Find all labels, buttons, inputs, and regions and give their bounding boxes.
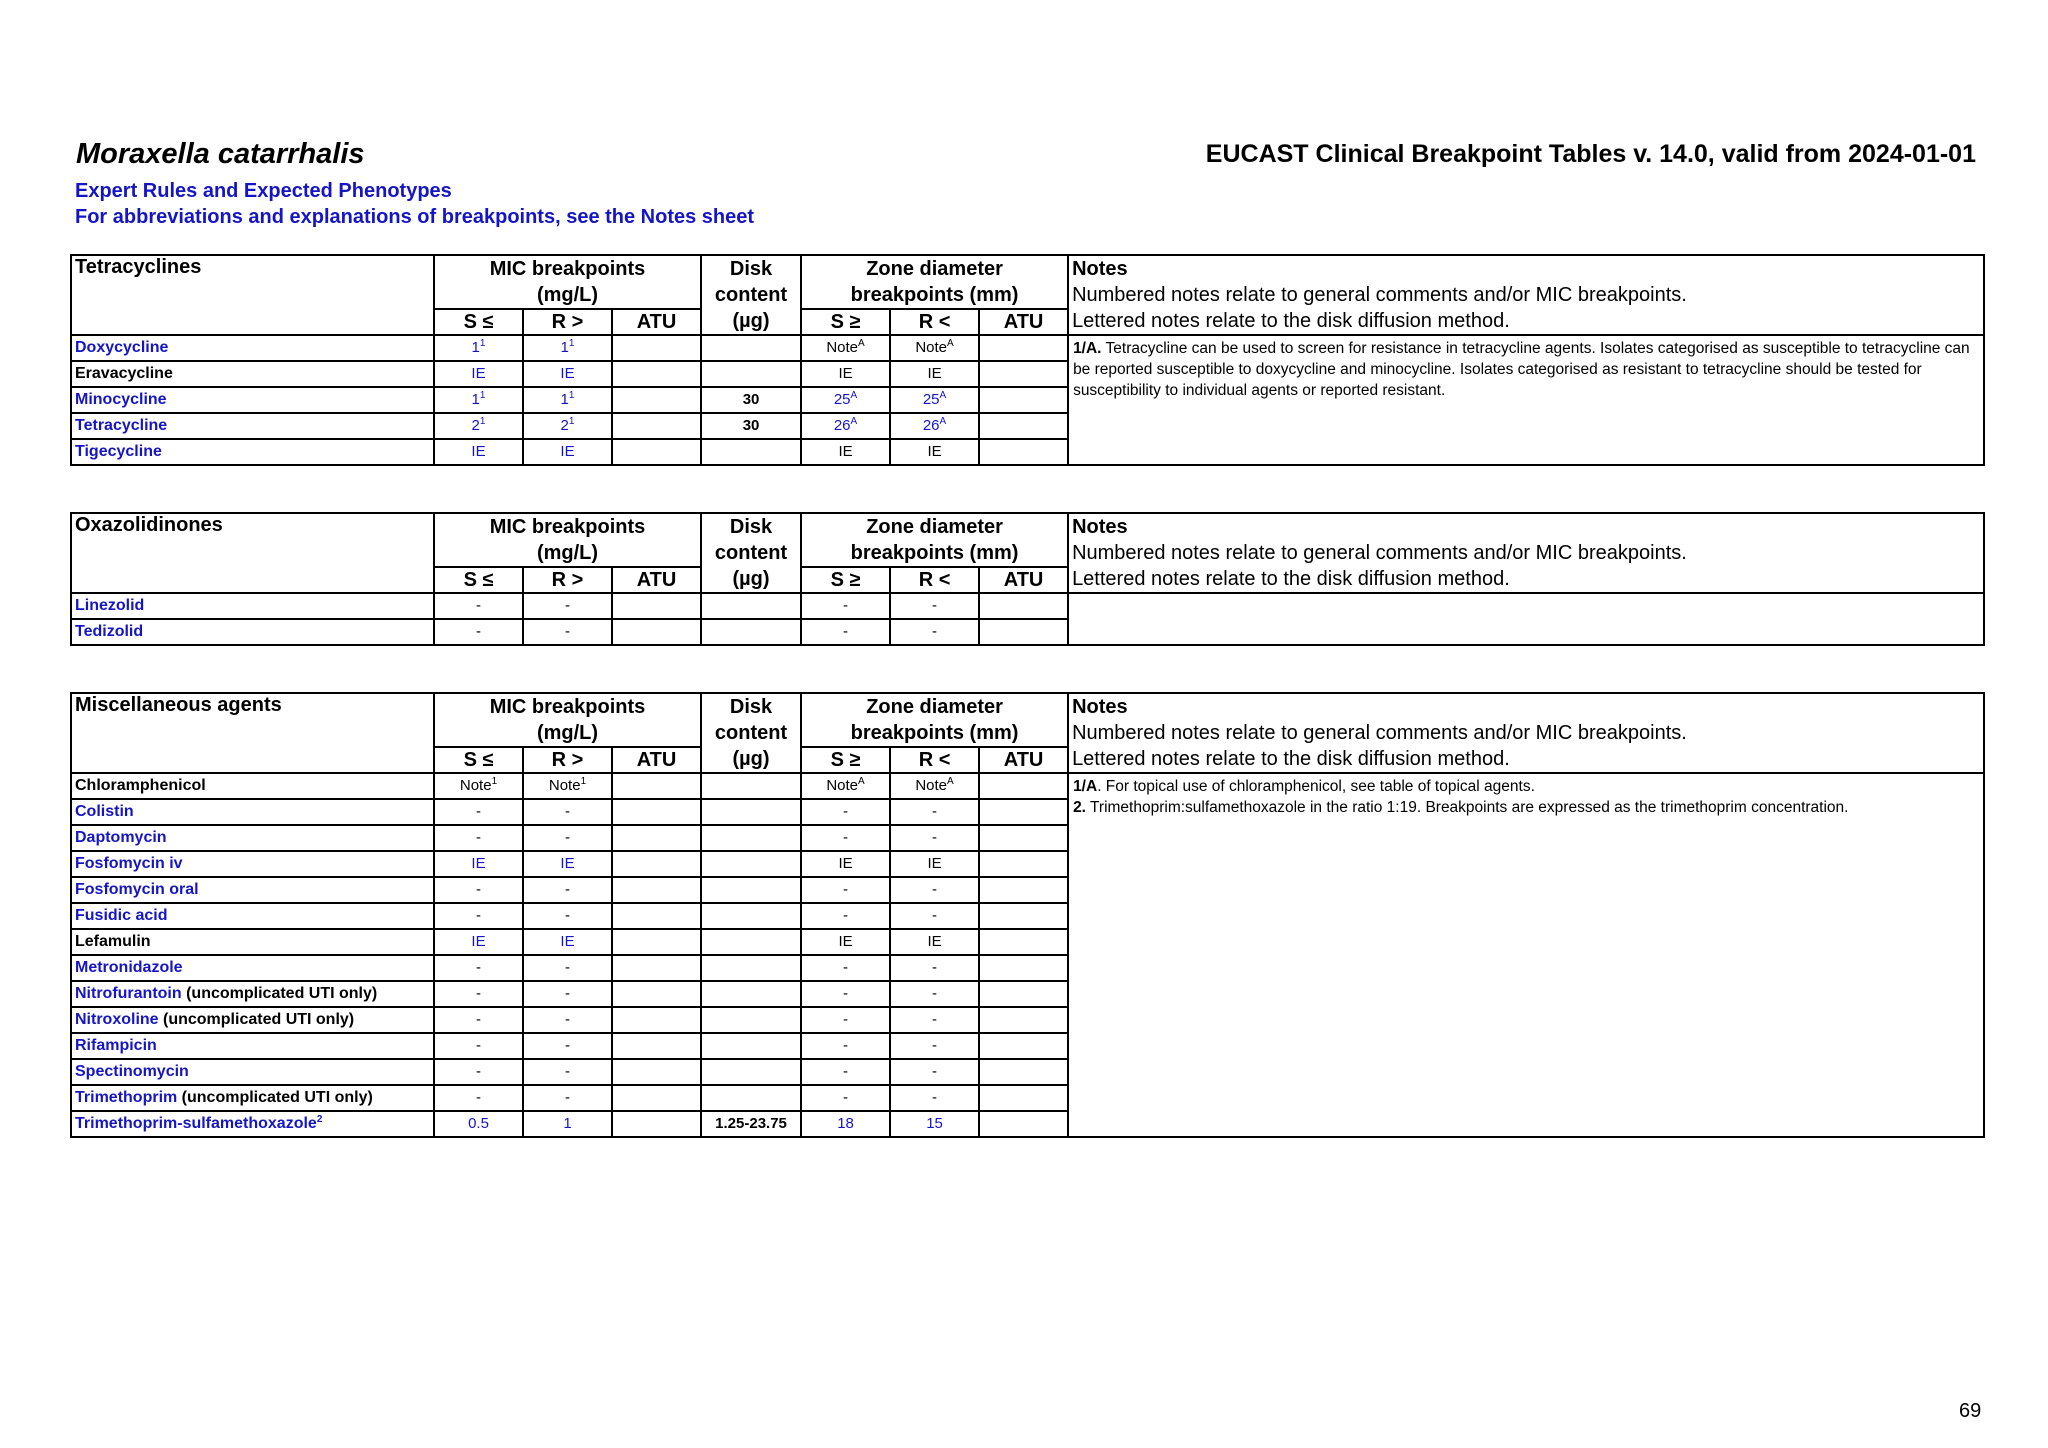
mic-r-value: - (523, 903, 612, 929)
disk-content-value (701, 335, 801, 361)
category-header: Miscellaneous agents (71, 693, 434, 773)
mic-r-value: - (523, 981, 612, 1007)
zone-s-value: - (801, 981, 890, 1007)
disk-content-value (701, 773, 801, 799)
mic-atu-value (612, 439, 701, 465)
zone-diameter-header: Zone diameter breakpoints (mm) (801, 693, 1068, 747)
zone-atu-value (979, 1085, 1068, 1111)
zone-atu-value (979, 335, 1068, 361)
zone-r-header: R < (890, 747, 979, 773)
note-item: 1/A. For topical use of chloramphenicol, see table of topical agents. (1073, 778, 1535, 795)
mic-s-value: - (434, 825, 523, 851)
mic-atu-value (612, 413, 701, 439)
zone-s-value: - (801, 1033, 890, 1059)
notes-header: Notes Numbered notes relate to general comments and/or MIC breakpoints. Lettered notes relate to the disk diffusion method. (1068, 513, 1984, 593)
disk-content-value: 30 (701, 413, 801, 439)
mic-s-header: S ≤ (434, 747, 523, 773)
agent-cell (71, 439, 434, 465)
notes-cell (1068, 773, 1984, 1137)
agent-name: Fusidic acid (75, 907, 168, 924)
agent-cell (71, 1111, 434, 1137)
mic-s-value: - (434, 903, 523, 929)
mic-s-value: - (434, 619, 523, 645)
disk-content-value (701, 929, 801, 955)
mic-r-value: - (523, 799, 612, 825)
superscript-ref: 1 (568, 338, 575, 349)
disk-content-value: 30 (701, 387, 801, 413)
agent-cell (71, 619, 434, 645)
zone-s-value: - (801, 903, 890, 929)
mic-r-value: - (523, 1085, 612, 1111)
mic-atu-value (612, 1007, 701, 1033)
superscript-ref: 1 (580, 776, 587, 787)
breakpoint-table-tetracyclines (70, 254, 1985, 466)
zone-r-header: R < (890, 309, 979, 335)
zone-s-value: - (801, 825, 890, 851)
superscript-ref: A (858, 776, 865, 787)
mic-atu-value (612, 981, 701, 1007)
zone-s-header: S ≥ (801, 747, 890, 773)
mic-s-value: - (434, 593, 523, 619)
notes-header: Notes Numbered notes relate to general comments and/or MIC breakpoints. Lettered notes relate to the disk diffusion method. (1068, 693, 1984, 773)
agent-cell (71, 335, 434, 361)
zone-s-value: - (801, 799, 890, 825)
mic-r-value: $1^1$ (523, 387, 612, 413)
mic-s-value: - (434, 799, 523, 825)
subtitle-expert-rules: Expert Rules and Expected Phenotypes (75, 180, 452, 202)
disk-content-value (701, 1033, 801, 1059)
mic-atu-header: ATU (612, 747, 701, 773)
mic-s-value: $2^1$ (434, 413, 523, 439)
zone-atu-value (979, 773, 1068, 799)
agent-name: Nitroxoline (75, 1011, 159, 1028)
agent-cell (71, 851, 434, 877)
mic-s-value: IE (434, 439, 523, 465)
mic-atu-value (612, 619, 701, 645)
mic-s-value: $1^1$ (434, 335, 523, 361)
table-row (71, 773, 1984, 799)
disk-content-value (701, 1085, 801, 1111)
agent-cell (71, 799, 434, 825)
notes-title: Notes (1072, 696, 1128, 718)
zone-r-value: - (890, 593, 979, 619)
zone-s-value: IE (801, 439, 890, 465)
zone-r-header: R < (890, 567, 979, 593)
zone-r-value: IE (890, 851, 979, 877)
mic-atu-value (612, 929, 701, 955)
mic-r-value: IE (523, 361, 612, 387)
zone-atu-value (979, 825, 1068, 851)
zone-atu-value (979, 1111, 1068, 1137)
superscript-ref: A (858, 338, 865, 349)
agent-name: Spectinomycin (75, 1063, 189, 1080)
mic-breakpoints-header: MIC breakpoints (mg/L) (434, 255, 701, 309)
zone-r-value: 15 (890, 1111, 979, 1137)
mic-r-value: - (523, 1033, 612, 1059)
mic-r-value: - (523, 877, 612, 903)
superscript-ref: 1 (479, 416, 486, 427)
mic-atu-value (612, 593, 701, 619)
zone-r-value: - (890, 903, 979, 929)
disk-content-value (701, 1059, 801, 1085)
notes-cell (1068, 593, 1984, 645)
zone-atu-value (979, 877, 1068, 903)
zone-atu-header: ATU (979, 309, 1068, 335)
zone-r-value: IE (890, 361, 979, 387)
mic-s-header: S ≤ (434, 309, 523, 335)
mic-s-value: IE (434, 851, 523, 877)
zone-atu-value (979, 955, 1068, 981)
zone-r-value: - (890, 619, 979, 645)
disk-content-value (701, 877, 801, 903)
subtitle-abbreviations: For abbreviations and explanations of breakpoints, see the Notes sheet (75, 206, 755, 228)
agent-cell (71, 955, 434, 981)
agent-name: Tetracycline (75, 417, 168, 434)
zone-atu-value (979, 619, 1068, 645)
zone-s-value: IE (801, 361, 890, 387)
superscript-ref: A (947, 338, 954, 349)
disk-content-value (701, 903, 801, 929)
agent-name: Trimethoprim (75, 1089, 178, 1106)
disk-content-value (701, 593, 801, 619)
mic-s-value: - (434, 877, 523, 903)
agent-cell (71, 981, 434, 1007)
agent-qualifier: (uncomplicated UTI only) (181, 985, 378, 1002)
superscript-ref: 1 (491, 776, 498, 787)
zone-s-value: Note$^A$ (801, 335, 890, 361)
mic-r-value: IE (523, 439, 612, 465)
zone-atu-value (979, 1059, 1068, 1085)
mic-s-value: - (434, 1033, 523, 1059)
disk-content-value (701, 799, 801, 825)
mic-atu-value (612, 955, 701, 981)
zone-s-value: IE (801, 851, 890, 877)
agent-name: Trimethoprim-sulfamethoxazole (75, 1115, 317, 1132)
zone-atu-value (979, 981, 1068, 1007)
zone-atu-header: ATU (979, 747, 1068, 773)
zone-atu-value (979, 439, 1068, 465)
mic-atu-value (612, 825, 701, 851)
disk-content-header: Disk content (µg) (701, 255, 801, 335)
mic-atu-value (612, 773, 701, 799)
mic-atu-header: ATU (612, 567, 701, 593)
breakpoint-table-oxazolidinones (70, 512, 1985, 646)
superscript-ref: 1 (479, 338, 486, 349)
zone-s-value: $25^A$ (801, 387, 890, 413)
zone-diameter-header: Zone diameter breakpoints (mm) (801, 255, 1068, 309)
zone-s-value: - (801, 955, 890, 981)
mic-atu-value (612, 1033, 701, 1059)
mic-r-value: 1 (523, 1111, 612, 1137)
zone-r-value: - (890, 825, 979, 851)
zone-r-value: - (890, 1059, 979, 1085)
mic-r-value: - (523, 955, 612, 981)
note-item: 2. Trimethoprim:sulfamethoxazole in the ratio 1:19. Breakpoints are expressed as the trimethoprim concentration. (1073, 799, 1849, 816)
mic-atu-value (612, 335, 701, 361)
zone-s-value: Note$^A$ (801, 773, 890, 799)
zone-r-value: IE (890, 439, 979, 465)
agent-name: Metronidazole (75, 959, 183, 976)
zone-r-value: - (890, 1033, 979, 1059)
note-item: 1/A. Tetracycline can be used to screen for resistance in tetracycline agents. Isolates categorised as susceptible to tetracycline can be reported susceptible to doxycycline and minocycline. Isolates categorised as resistant to tetracycline should be tested for susceptibility to individual agents or reported resistant. (1073, 340, 1970, 399)
disk-content-value (701, 981, 801, 1007)
zone-r-value: - (890, 1085, 979, 1111)
agent-name: Chloramphenicol (75, 777, 206, 794)
mic-s-value: $1^1$ (434, 387, 523, 413)
mic-r-value: $2^1$ (523, 413, 612, 439)
zone-diameter-header: Zone diameter breakpoints (mm) (801, 513, 1068, 567)
notes-title: Notes (1072, 258, 1128, 280)
zone-r-value: IE (890, 929, 979, 955)
zone-s-value: - (801, 1059, 890, 1085)
agent-cell (71, 903, 434, 929)
agent-name: Tedizolid (75, 623, 144, 640)
note-label: 1/A. (1073, 340, 1102, 357)
category-header: Oxazolidinones (71, 513, 434, 593)
mic-atu-value (612, 1085, 701, 1111)
agent-name: Fosfomycin oral (75, 881, 199, 898)
agent-cell (71, 1085, 434, 1111)
page-number: 69 (1959, 1400, 1982, 1422)
superscript-ref: 2 (316, 1114, 323, 1125)
disk-content-value (701, 361, 801, 387)
zone-r-value: - (890, 1007, 979, 1033)
zone-atu-header: ATU (979, 567, 1068, 593)
zone-r-value: $26^A$ (890, 413, 979, 439)
table-row (71, 593, 1984, 619)
superscript-ref: 1 (568, 416, 575, 427)
zone-s-value: 18 (801, 1111, 890, 1137)
superscript-ref: A (850, 390, 858, 401)
agent-cell (71, 387, 434, 413)
superscript-ref: A (850, 416, 858, 427)
agent-cell (71, 877, 434, 903)
zone-atu-value (979, 903, 1068, 929)
zone-atu-value (979, 851, 1068, 877)
agent-name: Rifampicin (75, 1037, 157, 1054)
superscript-ref: A (939, 390, 947, 401)
mic-atu-value (612, 799, 701, 825)
notes-title: Notes (1072, 516, 1128, 538)
agent-cell (71, 929, 434, 955)
mic-breakpoints-header: MIC breakpoints (mg/L) (434, 513, 701, 567)
zone-atu-value (979, 387, 1068, 413)
notes-cell (1068, 335, 1984, 465)
zone-atu-value (979, 1007, 1068, 1033)
superscript-ref: A (939, 416, 947, 427)
zone-r-value: - (890, 799, 979, 825)
disk-content-header: Disk content (µg) (701, 693, 801, 773)
zone-s-value: - (801, 593, 890, 619)
zone-r-value: $25^A$ (890, 387, 979, 413)
disk-content-value (701, 955, 801, 981)
species-title: Moraxella catarrhalis (76, 138, 365, 170)
disk-content-value (701, 619, 801, 645)
zone-s-header: S ≥ (801, 309, 890, 335)
category-header: Tetracyclines (71, 255, 434, 335)
mic-s-value: - (434, 1059, 523, 1085)
zone-r-value: Note$^A$ (890, 335, 979, 361)
agent-name: Eravacycline (75, 365, 173, 382)
disk-content-header: Disk content (µg) (701, 513, 801, 593)
disk-content-value: 1.25-23.75 (701, 1111, 801, 1137)
zone-s-value: - (801, 877, 890, 903)
agent-cell (71, 593, 434, 619)
agent-cell (71, 361, 434, 387)
disk-content-value (701, 439, 801, 465)
agent-name: Doxycycline (75, 339, 169, 356)
agent-cell (71, 1033, 434, 1059)
zone-atu-value (979, 361, 1068, 387)
agent-name: Linezolid (75, 597, 145, 614)
disk-content-value (701, 1007, 801, 1033)
disk-content-value (701, 851, 801, 877)
document-title: EUCAST Clinical Breakpoint Tables v. 14.0, valid from 2024-01-01 (1205, 140, 1976, 168)
mic-r-value: - (523, 1059, 612, 1085)
superscript-ref: 1 (568, 390, 575, 401)
mic-atu-value (612, 1059, 701, 1085)
agent-name: Daptomycin (75, 829, 167, 846)
agent-cell (71, 1007, 434, 1033)
breakpoint-table-miscellaneous-agents (70, 692, 1985, 1138)
agent-name: Minocycline (75, 391, 167, 408)
mic-atu-value (612, 877, 701, 903)
agent-name: Colistin (75, 803, 134, 820)
zone-s-value: IE (801, 929, 890, 955)
table-row (71, 335, 1984, 361)
mic-r-value: - (523, 619, 612, 645)
mic-atu-value (612, 851, 701, 877)
mic-r-value: - (523, 825, 612, 851)
zone-atu-value (979, 593, 1068, 619)
mic-s-value: - (434, 1007, 523, 1033)
zone-s-header: S ≥ (801, 567, 890, 593)
mic-s-value: - (434, 1085, 523, 1111)
mic-s-value: IE (434, 361, 523, 387)
zone-atu-value (979, 799, 1068, 825)
mic-r-value: Note$^1$ (523, 773, 612, 799)
zone-atu-value (979, 929, 1068, 955)
mic-r-value: IE (523, 851, 612, 877)
mic-r-header: R > (523, 747, 612, 773)
mic-r-value: - (523, 1007, 612, 1033)
mic-breakpoints-header: MIC breakpoints (mg/L) (434, 693, 701, 747)
mic-r-header: R > (523, 309, 612, 335)
note-label: 2. (1073, 799, 1086, 816)
mic-s-value: 0.5 (434, 1111, 523, 1137)
zone-s-value: - (801, 619, 890, 645)
zone-s-value: - (801, 1085, 890, 1111)
mic-s-header: S ≤ (434, 567, 523, 593)
mic-s-value: - (434, 981, 523, 1007)
agent-name: Nitrofurantoin (75, 985, 182, 1002)
zone-r-value: Note$^A$ (890, 773, 979, 799)
agent-name: Lefamulin (75, 933, 151, 950)
agent-cell (71, 825, 434, 851)
mic-r-header: R > (523, 567, 612, 593)
zone-atu-value (979, 1033, 1068, 1059)
agent-qualifier: (uncomplicated UTI only) (177, 1089, 373, 1106)
zone-r-value: - (890, 955, 979, 981)
mic-atu-value (612, 387, 701, 413)
agent-cell (71, 773, 434, 799)
mic-r-value: $1^1$ (523, 335, 612, 361)
agent-cell (71, 413, 434, 439)
agent-name: Tigecycline (75, 443, 162, 460)
zone-atu-value (979, 413, 1068, 439)
mic-s-value: - (434, 955, 523, 981)
agent-qualifier: (uncomplicated UTI only) (158, 1011, 355, 1028)
agent-name: Fosfomycin iv (75, 855, 183, 872)
zone-r-value: - (890, 877, 979, 903)
zone-r-value: - (890, 981, 979, 1007)
mic-s-value: Note$^1$ (434, 773, 523, 799)
zone-s-value: $26^A$ (801, 413, 890, 439)
mic-atu-value (612, 903, 701, 929)
mic-r-value: - (523, 593, 612, 619)
superscript-ref: A (947, 776, 954, 787)
mic-atu-value (612, 361, 701, 387)
mic-atu-value (612, 1111, 701, 1137)
zone-s-value: - (801, 1007, 890, 1033)
mic-atu-header: ATU (612, 309, 701, 335)
disk-content-value (701, 825, 801, 851)
agent-cell (71, 1059, 434, 1085)
notes-header: Notes Numbered notes relate to general comments and/or MIC breakpoints. Lettered notes relate to the disk diffusion method. (1068, 255, 1984, 335)
mic-s-value: IE (434, 929, 523, 955)
superscript-ref: 1 (479, 390, 486, 401)
mic-r-value: IE (523, 929, 612, 955)
note-label: 1/A (1073, 778, 1098, 795)
